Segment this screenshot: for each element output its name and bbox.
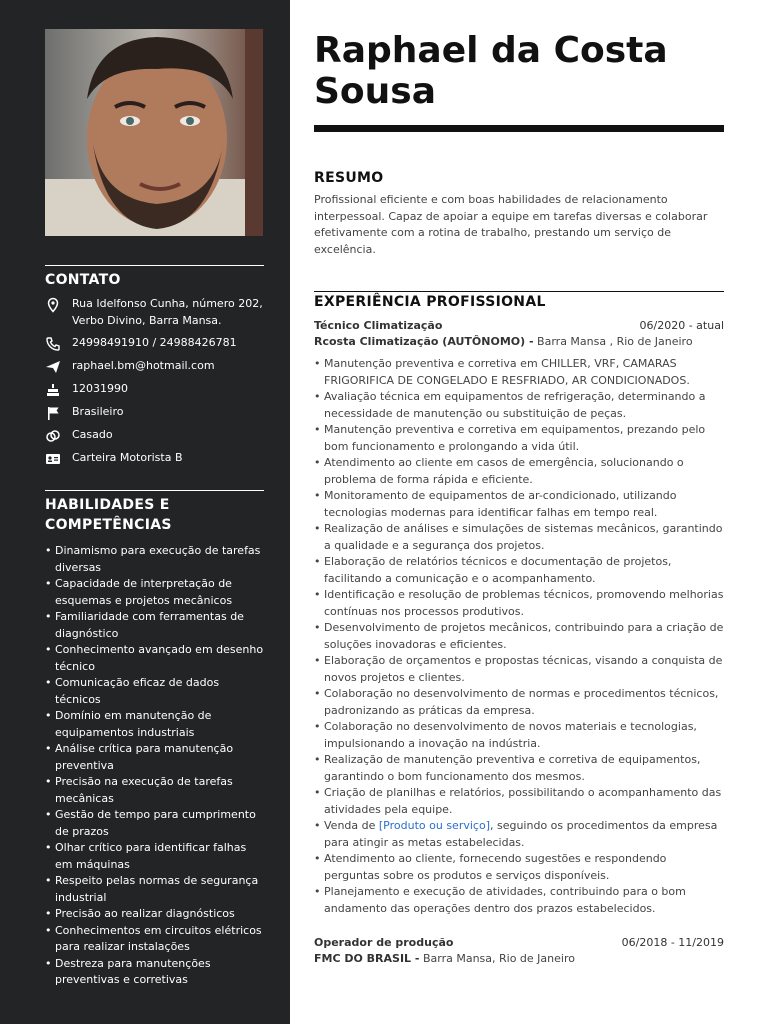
skill-item: • Comunicação eficaz de dados técnicos xyxy=(45,675,264,708)
summary-text: Profissional eficiente e com boas habilidades de relacionamento interpessoal. Capaz de apoiar a equipe em tarefas diversas e colaborar efetivamente com a rotina de trabalho, prestando um serviço de excelência. xyxy=(314,193,708,256)
skills-title: HABILIDADES E COMPETÊNCIAS xyxy=(45,490,264,535)
job-period: 06/2020 - atual xyxy=(639,319,724,332)
skill-item: • Domínio em manutenção de equipamentos industriais xyxy=(45,708,264,741)
skills-section xyxy=(45,490,264,989)
job-role: Técnico Climatização xyxy=(314,319,443,332)
job-bullets xyxy=(314,356,724,917)
contact-nationality xyxy=(45,404,264,421)
contact-marital-status-text: Casado xyxy=(72,428,113,441)
phone-icon xyxy=(45,336,61,352)
contact-email xyxy=(45,358,264,375)
location-pin-icon xyxy=(45,297,61,313)
skill-item: • Familiaridade com ferramentas de diagnóstico xyxy=(45,609,264,642)
sidebar xyxy=(0,0,290,1024)
skill-item: • Conhecimento avançado em desenho técnico xyxy=(45,642,264,675)
job-bullet: • Desenvolvimento de projetos mecânicos, contribuindo para a criação de soluções inovadoras e eficientes. xyxy=(314,620,724,653)
summary-section xyxy=(314,170,724,258)
contact-birthdate xyxy=(45,381,264,398)
bullet-text-before: Venda de xyxy=(324,819,379,832)
rings-icon xyxy=(45,428,61,444)
job-bullet: • Identificação e resolução de problemas técnicos, promovendo melhorias contínuas nos processos produtivos. xyxy=(314,587,724,620)
contact-address xyxy=(45,296,264,329)
job-bullet: • Atendimento ao cliente, fornecendo sugestões e respondendo perguntas sobre os produtos e serviços disponíveis. xyxy=(314,851,724,884)
skills-list xyxy=(45,543,264,989)
flag-icon xyxy=(45,405,61,421)
bullet-text-after: , seguindo os procedimentos da empresa para atingir as metas estabelecidas. xyxy=(324,819,718,849)
job-bullet: • Manutenção preventiva e corretiva em equipamentos, prezando pelo bom funcionamento e prolongando a vida útil. xyxy=(314,422,724,455)
contact-nationality-text: Brasileiro xyxy=(72,405,124,418)
job-company: Rcosta Climatização (AUTÔNOMO) - xyxy=(314,335,534,348)
job-entry xyxy=(314,318,724,917)
experience-title: EXPERIÊNCIA PROFISSIONAL xyxy=(314,294,546,310)
contact-list xyxy=(45,296,264,467)
skill-item: • Olhar crítico para identificar falhas em máquinas xyxy=(45,840,264,873)
job-bullet: • Colaboração no desenvolvimento de normas e procedimentos técnicos, padronizando as práticas da empresa. xyxy=(314,686,724,719)
product-service-link[interactable]: [Produto ou serviço] xyxy=(378,819,490,832)
contact-license-text: Carteira Motorista B xyxy=(72,451,183,464)
job-bullet: • Realização de análises e simulações de sistemas mecânicos, garantindo a qualidade e a segurança dos projetos. xyxy=(314,521,724,554)
contact-license xyxy=(45,450,264,467)
job-bullet: • Colaboração no desenvolvimento de novos materiais e tecnologias, impulsionando a inovação na indústria. xyxy=(314,719,724,752)
contact-section xyxy=(45,265,264,473)
summary-title: RESUMO xyxy=(314,170,384,186)
skill-item: • Análise crítica para manutenção preventiva xyxy=(45,741,264,774)
job-bullet: • Planejamento e execução de atividades, contribuindo para o bom andamento das operações dentro dos prazos estabelecidos. xyxy=(314,884,724,917)
contact-phone xyxy=(45,335,264,352)
skill-item: • Conhecimentos em circuitos elétricos para realizar instalações xyxy=(45,923,264,956)
contact-address-text: Rua Idelfonso Cunha, número 202, Verbo Divino, Barra Mansa. xyxy=(72,297,263,327)
job-company-line xyxy=(314,334,724,350)
job-bullet: • Elaboração de orçamentos e propostas técnicas, visando a conquista de novos projetos e clientes. xyxy=(314,653,724,686)
contact-birthdate-text: 12031990 xyxy=(72,382,128,395)
contact-phone-text: 24998491910 / 24988426781 xyxy=(72,336,237,349)
job-period: 06/2018 - 11/2019 xyxy=(621,936,724,949)
job-role-line xyxy=(314,318,724,334)
contact-email-text: raphael.bm@hotmail.com xyxy=(72,359,215,372)
contact-title: CONTATO xyxy=(45,265,264,290)
job-location: Barra Mansa , Rio de Janeiro xyxy=(533,335,693,348)
person-name: Raphael da Costa Sousa xyxy=(314,30,668,112)
contact-marital-status xyxy=(45,427,264,444)
job-entry xyxy=(314,935,724,967)
profile-photo xyxy=(45,29,263,236)
job-bullet: • Manutenção preventiva e corretiva em CHILLER, VRF, CAMARAS FRIGORIFICA DE CONGELADO E RESFRIADO, AR CONDICIONADOS. xyxy=(314,356,724,389)
experience-header xyxy=(314,291,724,310)
job-role: Operador de produção xyxy=(314,936,454,949)
job-bullet: • Monitoramento de equipamentos de ar-condicionado, utilizando tecnologias modernas para identificar falhas em tempo real. xyxy=(314,488,724,521)
job-bullet: • Elaboração de relatórios técnicos e documentação de projetos, facilitando a comunicação e o acompanhamento. xyxy=(314,554,724,587)
skill-item: • Respeito pelas normas de segurança industrial xyxy=(45,873,264,906)
send-icon xyxy=(45,359,61,375)
job-bullet: • Realização de manutenção preventiva e corretiva de equipamentos, garantindo o bom funcionamento dos mesmos. xyxy=(314,752,724,785)
skill-item: • Dinamismo para execução de tarefas diversas xyxy=(45,543,264,576)
job-bullet-with-link xyxy=(314,818,724,851)
skill-item: • Precisão ao realizar diagnósticos xyxy=(45,906,264,923)
name-divider xyxy=(314,125,724,132)
experience-section xyxy=(314,291,724,967)
skill-item: • Destreza para manutenções preventivas e corretivas xyxy=(45,956,264,989)
job-role-line xyxy=(314,935,724,951)
job-bullet: • Avaliação técnica em equipamentos de refrigeração, determinando a necessidade de manutenção ou substituição de peças. xyxy=(314,389,724,422)
skill-item: • Gestão de tempo para cumprimento de prazos xyxy=(45,807,264,840)
cake-icon xyxy=(45,382,61,398)
skill-item: • Precisão na execução de tarefas mecânicas xyxy=(45,774,264,807)
id-card-icon xyxy=(45,451,61,467)
job-company-line xyxy=(314,951,724,967)
job-bullet: • Atendimento ao cliente em casos de emergência, solucionando o problema de forma rápida e eficiente. xyxy=(314,455,724,488)
skill-item: • Capacidade de interpretação de esquemas e projetos mecânicos xyxy=(45,576,264,609)
job-bullet: • Criação de planilhas e relatórios, possibilitando o acompanhamento das atividades pela equipe. xyxy=(314,785,724,818)
job-company: FMC DO BRASIL - xyxy=(314,952,420,965)
job-location: Barra Mansa, Rio de Janeiro xyxy=(419,952,575,965)
